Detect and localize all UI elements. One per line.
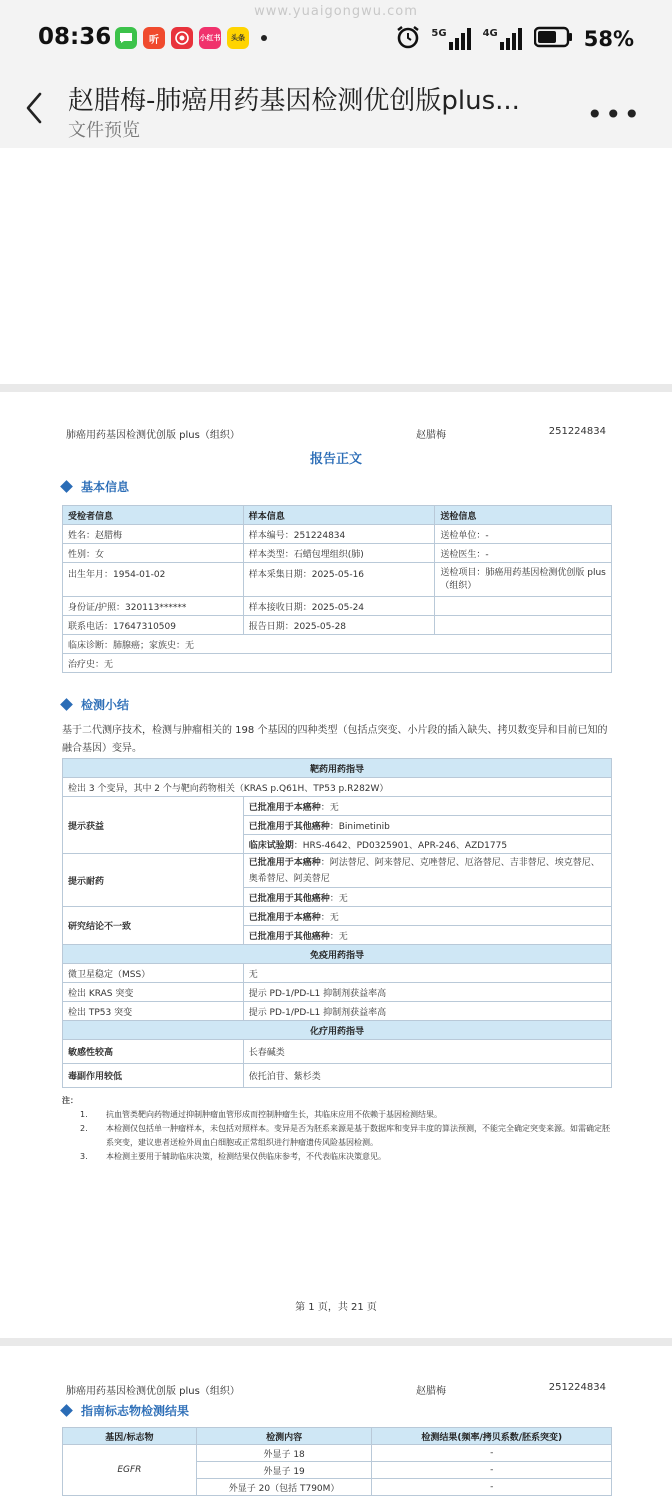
table-cell: 样本类型：石蜡包埋组织(肺) xyxy=(243,544,435,563)
targeted-detected: 检出 3 个变异，其中 2 个与靶向药物相关（KRAS p.Q61H、TP53 p.R282W） xyxy=(63,778,612,797)
table-row xyxy=(63,1040,612,1064)
table-cell: 联系电话：17647310509 xyxy=(63,616,244,635)
table-row xyxy=(63,778,612,797)
status-bar xyxy=(0,0,672,78)
table-cell xyxy=(243,888,611,907)
news-app-icon: 头条 xyxy=(227,27,249,49)
summary-intro: 基于二代测序技术，检测与肿瘤相关的 198 个基因的四种类型（包括点突变、小片段的插入缺失、拷贝数变异和目前已知的融合基因）变异。 xyxy=(62,725,608,754)
header-patient-name: 赵腊梅 xyxy=(416,1386,446,1397)
table-cell: 送检项目：肺癌用药基因检测优创版 plus（组织） xyxy=(435,563,612,597)
header-product: 肺癌用药基因检测优创版 plus（组织） xyxy=(66,430,240,441)
table-cell xyxy=(243,907,611,926)
note-number: 1. xyxy=(80,1110,88,1119)
header-product: 肺癌用药基因检测优创版 plus（组织） xyxy=(66,1386,240,1397)
table-row xyxy=(63,854,612,888)
watermark: www.yuaigongwu.com xyxy=(254,4,418,19)
cell-value: ：无 xyxy=(320,912,339,923)
more-notifications-dot xyxy=(261,35,267,41)
back-button[interactable] xyxy=(20,88,50,128)
header-cell: 基因/标志物 xyxy=(63,1428,197,1445)
benefit-label: 提示获益 xyxy=(63,797,244,854)
table-row xyxy=(63,797,612,816)
cell-value: ：阿法替尼、阿来替尼、克唑替尼、厄洛替尼、吉非替尼、埃克替尼、奥希替尼、阿美替尼 xyxy=(248,857,600,884)
table-cell: 送检医生：- xyxy=(435,544,612,563)
notes-label: 注： xyxy=(62,1096,78,1105)
table-row xyxy=(63,1445,612,1462)
section-guide-markers-label: 指南标志物检测结果 xyxy=(81,1404,190,1418)
immune-header: 免疫用药指导 xyxy=(63,945,612,964)
gene-cell: EGFR xyxy=(63,1445,197,1496)
table-cell: 样本编号：251224834 xyxy=(243,525,435,544)
listen-app-icon: 听 xyxy=(143,27,165,49)
network-4g-label: 4G xyxy=(482,28,498,39)
header-sample-id: 251224834 xyxy=(548,426,606,437)
table-cell: 样本采集日期：2025-05-16 xyxy=(243,563,435,597)
cell-label: 已批准用于其他癌种 xyxy=(248,931,330,942)
treatment-cell: 治疗史：无 xyxy=(63,654,612,673)
more-dots-icon: ••• xyxy=(586,98,642,131)
table-cell: 提示 PD-1/PD-L1 抑制剂获益率高 xyxy=(243,983,611,1002)
table-cell: 提示 PD-1/PD-L1 抑制剂获益率高 xyxy=(243,1002,611,1021)
section-summary xyxy=(62,696,129,713)
header-patient-name: 赵腊梅 xyxy=(416,430,446,441)
header-cell: 受检者信息 xyxy=(63,506,244,525)
section-summary-label: 检测小结 xyxy=(81,698,130,712)
cell-label: 已批准用于本癌种 xyxy=(248,857,321,868)
table-cell: 检出 KRAS 突变 xyxy=(63,983,244,1002)
table-row xyxy=(63,616,612,635)
table-row xyxy=(63,635,612,654)
guide-header-row xyxy=(63,1428,612,1445)
report-title: 报告正文 xyxy=(309,452,362,467)
table-row xyxy=(63,654,612,673)
note-number: 2. xyxy=(80,1124,88,1133)
preview-top-blank xyxy=(0,148,672,384)
table-cell: 性别：女 xyxy=(63,544,244,563)
table-cell: 外显子 20（包括 T790M） xyxy=(196,1479,372,1496)
status-time: 08:36 xyxy=(38,24,112,50)
table-cell xyxy=(243,854,611,888)
notes xyxy=(62,1094,612,1164)
document-page-1[interactable] xyxy=(0,392,672,1338)
page-number: 第 1 页，共 21 页 xyxy=(295,1302,377,1313)
message-app-icon xyxy=(115,27,137,49)
page-header xyxy=(66,426,606,441)
table-cell: - xyxy=(372,1462,612,1479)
cell-value: ：无 xyxy=(320,802,339,813)
cell-label: 已批准用于本癌种 xyxy=(248,912,321,923)
summary-table xyxy=(62,758,612,1088)
table-row xyxy=(63,907,612,926)
cell-value: ：Binimetinib xyxy=(329,821,390,832)
header-cell: 检测结果(频率/拷贝系数/胚系突变) xyxy=(372,1428,612,1445)
more-options-button[interactable] xyxy=(586,98,642,131)
document-subtitle: 文件预览 xyxy=(68,120,140,141)
targeted-header: 靶药用药指导 xyxy=(63,759,612,778)
note-item xyxy=(80,1150,612,1164)
note-item xyxy=(80,1122,612,1150)
chevron-left-icon xyxy=(20,88,50,128)
section-guide-markers xyxy=(62,1402,189,1419)
cell-label: 已批准用于本癌种 xyxy=(248,802,321,813)
note-item xyxy=(80,1108,612,1122)
resistance-label: 提示耐药 xyxy=(63,854,244,907)
table-cell: 微卫星稳定（MSS） xyxy=(63,964,244,983)
table-cell xyxy=(243,835,611,854)
table-cell: 样本接收日期：2025-05-24 xyxy=(243,597,435,616)
inconsistent-label: 研究结论不一致 xyxy=(63,907,244,945)
cell-value: ：HRS-4642、PD0325901、APR-246、AZD1775 xyxy=(293,840,508,851)
alarm-icon xyxy=(395,24,421,54)
document-title: 赵腊梅-肺癌用药基因检测优创版plus... xyxy=(68,86,520,116)
header-cell: 检测内容 xyxy=(196,1428,372,1445)
note-text: 本检测主要用于辅助临床决策，检测结果仅供临床参考，不代表临床决策意见。 xyxy=(106,1152,386,1161)
immune-header-row xyxy=(63,945,612,964)
table-cell xyxy=(243,926,611,945)
cell-label: 已批准用于其他癌种 xyxy=(248,893,330,904)
table-row xyxy=(63,544,612,563)
table-cell: 检出 TP53 突变 xyxy=(63,1002,244,1021)
xiaohongshu-app-icon: 小红书 xyxy=(199,27,221,49)
app-bar xyxy=(0,78,672,148)
signal-5g-icon xyxy=(431,28,472,50)
table-row xyxy=(63,983,612,1002)
table-row xyxy=(63,964,612,983)
diamond-icon xyxy=(60,698,73,711)
section-basic-info-label: 基本信息 xyxy=(81,480,130,494)
basic-info-table xyxy=(62,505,612,673)
network-5g-label: 5G xyxy=(431,28,447,39)
table-cell: 敏感性较高 xyxy=(63,1040,244,1064)
notification-icons xyxy=(115,27,267,49)
cell-label: 临床试验期 xyxy=(248,840,294,851)
table-cell: 外显子 19 xyxy=(196,1462,372,1479)
chemo-header-row xyxy=(63,1021,612,1040)
battery-percent: 58% xyxy=(583,27,634,51)
target-app-icon xyxy=(171,27,193,49)
cell-label: 已批准用于其他癌种 xyxy=(248,821,330,832)
table-cell: 毒副作用较低 xyxy=(63,1064,244,1088)
table-cell xyxy=(435,616,612,635)
table-cell xyxy=(243,797,611,816)
basic-info-header-row xyxy=(63,506,612,525)
note-text: 抗血管类靶向药物通过抑制肿瘤血管形成而控制肿瘤生长，其临床应用不依赖于基因检测结果。 xyxy=(106,1110,442,1119)
table-cell: 送检单位：- xyxy=(435,525,612,544)
table-cell: 无 xyxy=(243,964,611,983)
table-cell: 出生年月：1954-01-02 xyxy=(63,563,244,597)
section-basic-info xyxy=(62,478,129,495)
table-cell: 报告日期：2025-05-28 xyxy=(243,616,435,635)
table-cell: - xyxy=(372,1479,612,1496)
table-cell xyxy=(243,816,611,835)
signal-4g-icon xyxy=(483,28,524,50)
table-row xyxy=(63,563,612,597)
page-header xyxy=(66,1382,606,1397)
header-cell: 样本信息 xyxy=(243,506,435,525)
table-cell xyxy=(435,597,612,616)
table-cell: 外显子 18 xyxy=(196,1445,372,1462)
diamond-icon xyxy=(60,480,73,493)
chemo-header: 化疗用药指导 xyxy=(63,1021,612,1040)
guide-markers-table xyxy=(62,1427,612,1496)
table-cell: 身份证/护照：320113****** xyxy=(63,597,244,616)
table-cell: 姓名：赵腊梅 xyxy=(63,525,244,544)
table-cell: 依托泊苷、紫杉类 xyxy=(243,1064,611,1088)
table-row xyxy=(63,597,612,616)
status-right xyxy=(395,24,634,54)
diamond-icon xyxy=(60,1404,73,1417)
note-text: 本检测仅包括单一肿瘤样本，未包括对照样本。变异是否为胚系来源是基于数据库和变异丰度的算法预测，不能完全确定突变来源。如需确定胚系突变，建议患者送检外周血白细胞或正常组织进行肿瘤遗传风险基因检测。 xyxy=(106,1124,610,1147)
table-row xyxy=(63,1064,612,1088)
battery-icon xyxy=(534,26,574,52)
table-row xyxy=(63,1002,612,1021)
document-page-2[interactable] xyxy=(0,1346,672,1500)
header-cell: 送检信息 xyxy=(435,506,612,525)
cell-value: ：无 xyxy=(329,931,348,942)
cell-value: ：无 xyxy=(329,893,348,904)
table-cell: 长春碱类 xyxy=(243,1040,611,1064)
targeted-header-row xyxy=(63,759,612,778)
header-sample-id: 251224834 xyxy=(548,1382,606,1393)
table-cell: - xyxy=(372,1445,612,1462)
diagnosis-cell: 临床诊断：肺腺癌；家族史：无 xyxy=(63,635,612,654)
table-row xyxy=(63,525,612,544)
note-number: 3. xyxy=(80,1152,88,1161)
